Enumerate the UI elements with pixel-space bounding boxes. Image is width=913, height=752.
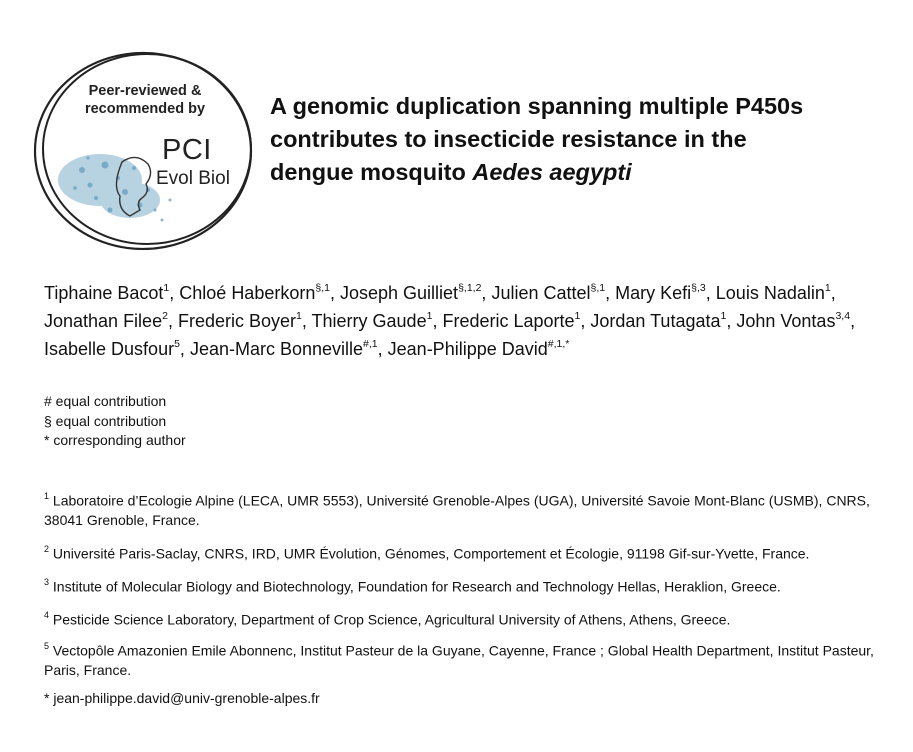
- title-line-1: A genomic duplication spanning multiple P450s: [270, 93, 804, 119]
- badge-circles: [30, 50, 260, 250]
- author: Thierry Gaude$^1$: [311, 310, 433, 331]
- author: Frederic Laporte$^1$: [442, 310, 581, 331]
- badge-pci-text: PCI: [162, 134, 212, 166]
- affiliation-3: $^3$ Institute of Molecular Biology and Biotechnology, Foundation for Research and Technology Hellas, Heraklion, Greece.: [44, 577, 781, 595]
- author: Jean-Marc Bonneville$^{\#,1}$: [189, 338, 378, 359]
- note-equal-contribution-section: § equal contribution: [44, 412, 167, 429]
- author: Jean-Philippe David$^{\#,1,*}$: [387, 338, 570, 359]
- author: Joseph Guilliet$^{\S,1,2}$: [339, 282, 482, 303]
- title-line-2: contributes to insecticide resistance in the: [270, 126, 747, 152]
- author: Frederic Boyer$^1$: [177, 310, 302, 331]
- author: Louis Nadalin$^1$: [715, 282, 831, 303]
- note-equal-contribution-hash: # equal contribution: [44, 393, 167, 409]
- author: Julien Cattel$^{\S,1}$: [491, 282, 606, 303]
- contribution-notes: [44, 392, 186, 451]
- paper-title: [270, 90, 870, 189]
- affiliation-4: $^4$ Pesticide Science Laboratory, Department of Crop Science, Agricultural University of Athens, Athens, Greece.: [44, 610, 731, 628]
- author: John Vontas$^{3,4}$: [736, 310, 851, 331]
- title-line-3-prefix: dengue mosquito: [270, 159, 473, 185]
- badge-evol-biol-text: Evol Biol: [156, 168, 230, 189]
- author: Jordan Tutagata$^1$: [590, 310, 727, 331]
- author: Isabelle Dusfour$^5$: [44, 338, 180, 359]
- badge-line-recommended: recommended by: [84, 101, 206, 117]
- affiliation-2: $^2$ Université Paris-Saclay, CNRS, IRD, UMR Évolution, Génomes, Comportement et Écologie, 91198 Gif-sur-Yvette, France.: [44, 544, 810, 562]
- author: Jonathan Filee$^2$: [44, 310, 168, 331]
- author: Tiphaine Bacot$^1$: [44, 282, 170, 303]
- note-corresponding-author: * corresponding author: [44, 432, 186, 448]
- author: Chloé Haberkorn$^{\S,1}$: [179, 282, 330, 303]
- badge-line-peer-reviewed: Peer-reviewed &: [88, 83, 202, 99]
- author: Mary Kefi$^{\S,3}$: [615, 282, 706, 303]
- corresponding-email[interactable]: * jean-philippe.david@univ-grenoble-alpes.fr: [44, 690, 320, 706]
- title-line-3: [270, 156, 870, 189]
- pci-badge: [30, 50, 260, 250]
- affiliation-1: $^1$ Laboratoire d’Ecologie Alpine (LECA, UMR 5553), Université Grenoble-Alpes (UGA), Université Savoie Mont-Blanc (USMB), CNRS, 38041 Grenoble, France.: [44, 491, 870, 529]
- species-name: Aedes aegypti: [472, 159, 632, 185]
- affiliation-5: $^5$ Vectopôle Amazonien Emile Abonnenc, Institut Pasteur de la Guyane, Cayenne, France ; Global Health Department, Institut Pasteur, Paris, France.: [44, 641, 874, 679]
- author-list: Tiphaine Bacot$^1$, Chloé Haberkorn$^{\S,1}$, Joseph Guilliet$^{\S,1,2}$, Julien Cattel$^{\S,1}$, Mary Kefi$^{\S,3}$, Louis Nadalin$^1$, Jonathan Filee$^2$, Frederic Boyer$^1$, Thierry Gaude$^1$, Frederic Laporte$^1$, Jordan Tutagata$^1$, John Vontas$^{3,4}$, Isabelle Dusfour$^5$, Jean-Marc Bonneville$^{\#,1}$, Jean-Philippe David$^{\#,1,*}$: [44, 282, 856, 359]
